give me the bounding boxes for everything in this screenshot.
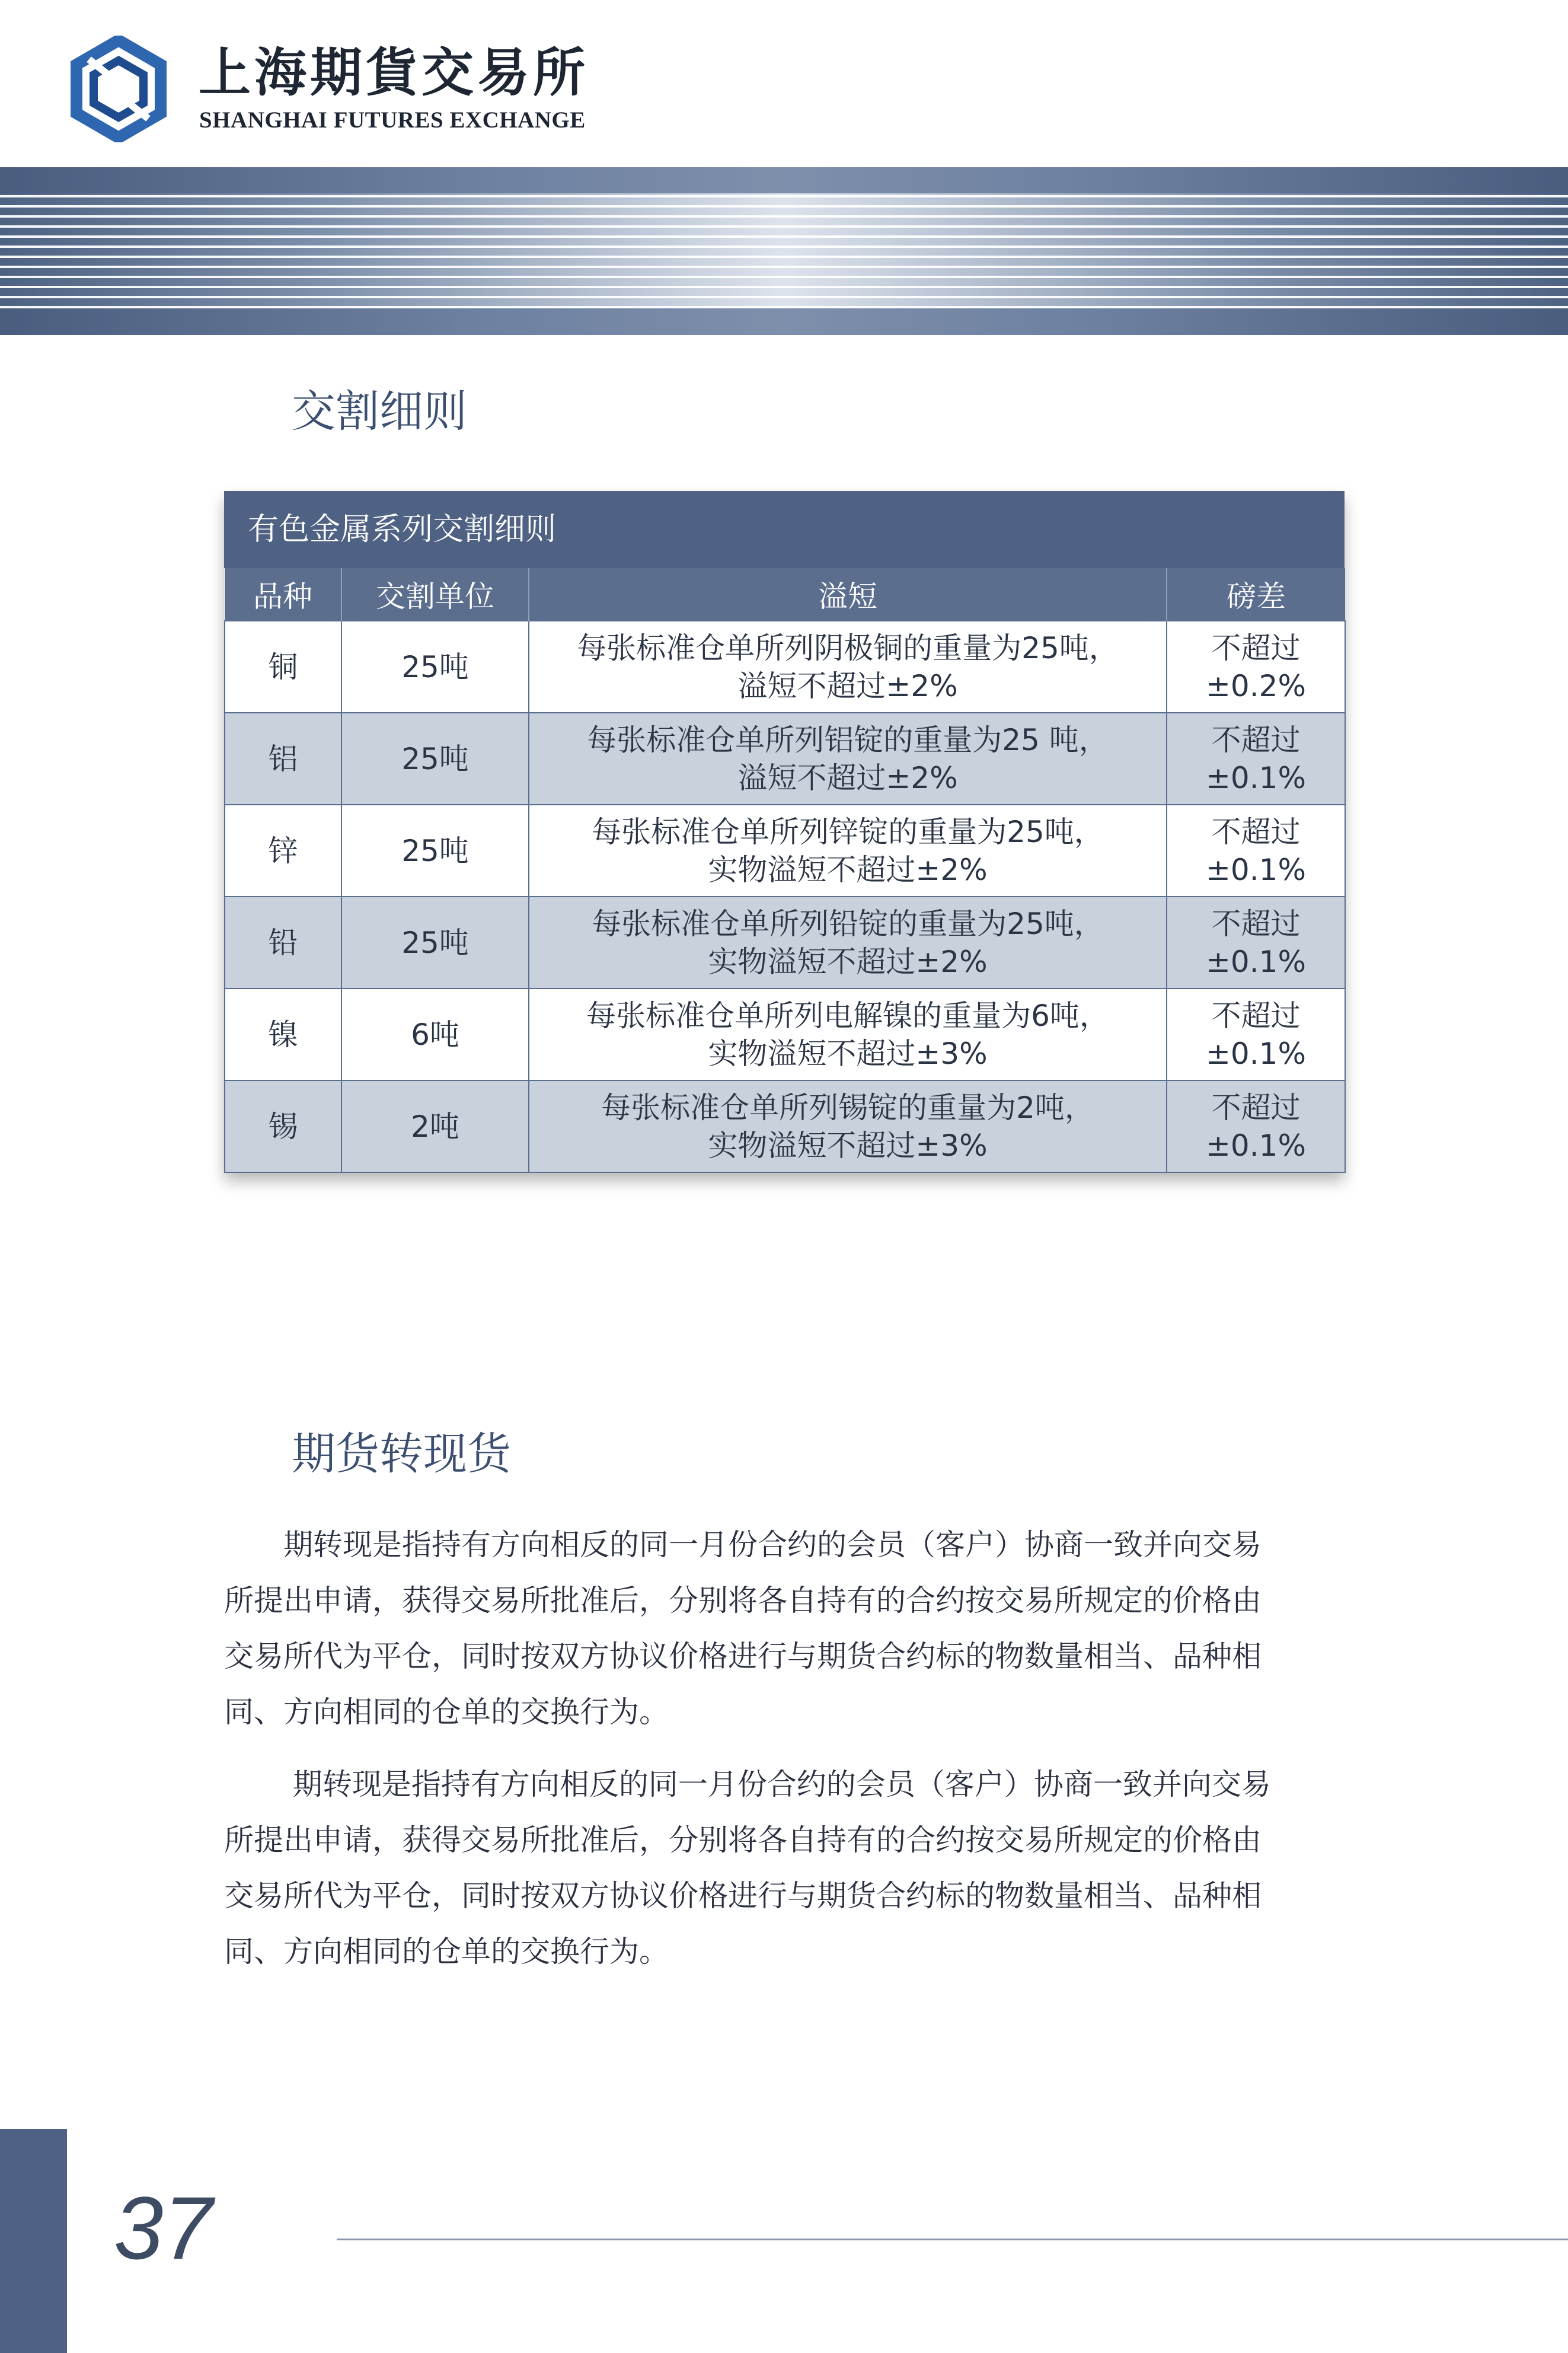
tolerance-line: ±0.1% xyxy=(1206,852,1306,887)
paragraph-line: 交易所代为平仓，同时按双方协议价格进行与期货合约标的物数量相当、品种相 xyxy=(224,1639,1262,1673)
variety-cell: 镍 xyxy=(225,989,341,1080)
tolerance-line: 不超过 xyxy=(1211,1090,1301,1125)
overfill-cell xyxy=(529,989,1167,1080)
variety-cell: 铝 xyxy=(225,713,341,805)
overfill-cell xyxy=(529,805,1167,897)
overfill-cell xyxy=(529,1080,1167,1172)
page-number: 37 xyxy=(114,2178,213,2278)
overfill-line: 实物溢短不超过±3% xyxy=(708,1128,988,1163)
table-row xyxy=(225,1080,1345,1172)
overfill-cell xyxy=(529,897,1167,989)
paragraph-line: 所提出申请，获得交易所批准后，分别将各自持有的合约按交易所规定的价格由 xyxy=(224,1583,1262,1618)
unit-cell: 25吨 xyxy=(341,621,529,713)
paragraph-line: 期转现是指持有方向相反的同一月份合约的会员（客户）协商一致并向交易 xyxy=(224,1528,1262,1562)
banner-top-band xyxy=(0,167,1568,193)
tolerance-line: ±0.1% xyxy=(1206,1036,1306,1071)
table-row xyxy=(225,713,1345,805)
variety-cell: 铅 xyxy=(225,897,341,989)
paragraph-line: 期转现是指持有方向相反的同一月份合约的会员（客户）协商一致并向交易 xyxy=(224,1767,1271,1802)
overfill-line: 每张标准仓单所列铝锭的重量为25 吨， xyxy=(587,722,1109,757)
tolerance-line: ±0.1% xyxy=(1206,760,1306,795)
column-header-overfill: 溢短 xyxy=(529,568,1167,621)
tolerance-line: 不超过 xyxy=(1211,814,1301,849)
paragraph-line: 同、方向相同的仓单的交换行为。 xyxy=(224,1695,669,1729)
tolerance-cell xyxy=(1167,621,1345,713)
variety-cell: 锌 xyxy=(225,805,341,897)
overfill-line: 每张标准仓单所列铅锭的重量为25吨， xyxy=(592,906,1104,941)
tolerance-cell xyxy=(1167,713,1345,805)
delivery-rules-table xyxy=(224,491,1345,1173)
tolerance-line: ±0.2% xyxy=(1206,668,1306,703)
table-row xyxy=(225,989,1345,1080)
overfill-line: 实物溢短不超过±3% xyxy=(708,1036,988,1071)
tolerance-line: ±0.1% xyxy=(1206,1128,1306,1163)
banner-bottom-band xyxy=(0,308,1568,335)
tolerance-line: ±0.1% xyxy=(1206,944,1306,979)
org-name-cn: 上海期貨交易所 xyxy=(199,42,589,103)
overfill-line: 每张标准仓单所列锌锭的重量为25吨， xyxy=(592,814,1104,849)
section-heading-delivery-rules: 交割细则 xyxy=(292,386,467,437)
unit-cell: 2吨 xyxy=(341,1080,529,1172)
variety-cell: 锡 xyxy=(225,1080,341,1172)
tolerance-cell xyxy=(1167,897,1345,989)
paragraph-line: 同、方向相同的仓单的交换行为。 xyxy=(224,1934,669,1969)
overfill-line: 实物溢短不超过±2% xyxy=(708,852,988,887)
tolerance-line: 不超过 xyxy=(1211,722,1301,757)
overfill-cell xyxy=(529,621,1167,713)
footer-divider xyxy=(337,2239,1568,2240)
unit-cell: 6吨 xyxy=(341,989,529,1080)
section-heading-efp: 期货转现货 xyxy=(292,1429,511,1480)
paragraph-line: 交易所代为平仓，同时按双方协议价格进行与期货合约标的物数量相当、品种相 xyxy=(224,1879,1262,1913)
delivery-table-grid xyxy=(224,568,1346,1173)
table-row xyxy=(225,621,1345,713)
column-header-variety: 品种 xyxy=(225,568,341,621)
overfill-line: 每张标准仓单所列阴极铜的重量为25吨， xyxy=(577,630,1119,665)
table-title: 有色金属系列交割细则 xyxy=(224,491,1345,568)
overfill-line: 每张标准仓单所列锡锭的重量为2吨， xyxy=(601,1090,1094,1125)
unit-cell: 25吨 xyxy=(341,805,529,897)
variety-cell: 铜 xyxy=(225,621,341,713)
overfill-cell xyxy=(529,713,1167,805)
unit-cell: 25吨 xyxy=(341,897,529,989)
body-paragraph xyxy=(224,1756,1345,1979)
body-paragraph xyxy=(224,1517,1345,1740)
table-row xyxy=(225,897,1345,989)
tolerance-cell xyxy=(1167,805,1345,897)
overfill-line: 溢短不超过±2% xyxy=(737,760,958,795)
table-header-row xyxy=(225,568,1345,621)
hexagon-logo-icon xyxy=(65,36,172,142)
footer-side-bar xyxy=(0,2129,67,2353)
paragraph-line: 所提出申请，获得交易所批准后，分别将各自持有的合约按交易所规定的价格由 xyxy=(224,1823,1262,1857)
column-header-tolerance: 磅差 xyxy=(1167,568,1345,621)
overfill-line: 溢短不超过±2% xyxy=(737,668,958,703)
tolerance-line: 不超过 xyxy=(1211,630,1301,665)
overfill-line: 实物溢短不超过±2% xyxy=(708,944,988,979)
tolerance-cell xyxy=(1167,1080,1345,1172)
table-row xyxy=(225,805,1345,897)
column-header-unit: 交割单位 xyxy=(341,568,529,621)
org-name-en: SHANGHAI FUTURES EXCHANGE xyxy=(199,107,586,133)
overfill-line: 每张标准仓单所列电解镍的重量为6吨， xyxy=(586,998,1109,1033)
tolerance-line: 不超过 xyxy=(1211,906,1301,941)
exchange-logo xyxy=(65,36,172,142)
unit-cell: 25吨 xyxy=(341,713,529,805)
tolerance-line: 不超过 xyxy=(1211,998,1301,1033)
tolerance-cell xyxy=(1167,989,1345,1080)
